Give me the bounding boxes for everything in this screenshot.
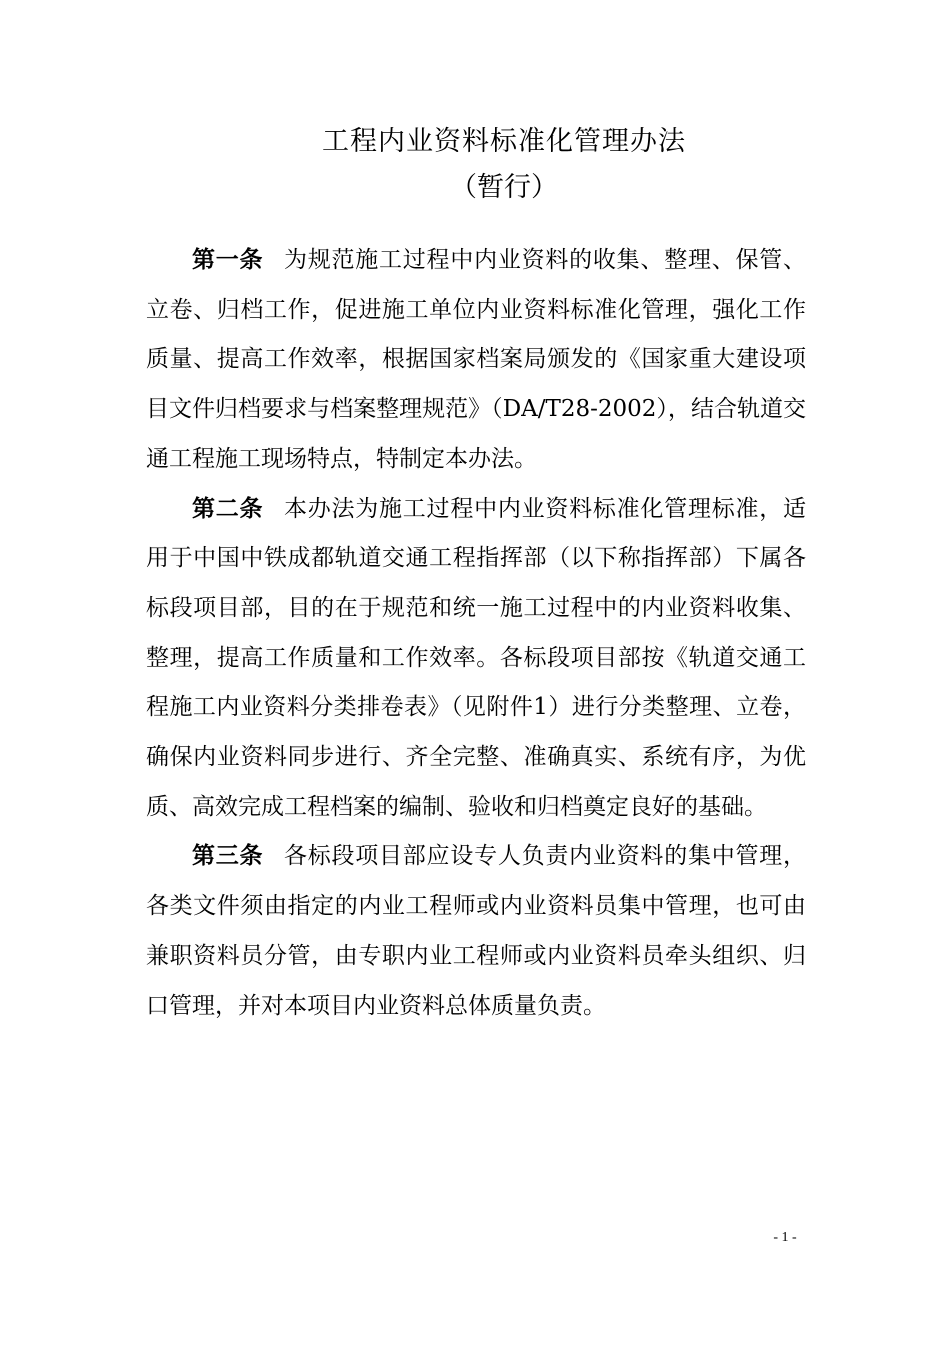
document-body — [146, 236, 806, 1031]
article-1 — [146, 236, 806, 485]
article-3 — [146, 832, 806, 1031]
article-3-text: 各标段项目部应设专人负责内业资料的集中管理，各类文件须由指定的内业工程师或内业资料员集中管理，也可由兼职资料员分管，由专职内业工程师或内业资料员牵头组织、归口管理，并对本项目内业资料总体质量负责。 — [146, 843, 807, 1019]
article-2-label: 第二条 — [192, 495, 264, 522]
article-1-label: 第一条 — [192, 247, 264, 273]
article-2 — [146, 485, 806, 833]
article-3-label: 第三条 — [192, 843, 264, 870]
article-1-text: 为规范施工过程中内业资料的收集、整理、保管、立卷、归档工作，促进施工单位内业资料标准化管理，强化工作质量、提高工作效率，根据国家档案局颁发的《国家重大建设项目文件归档要求与档案整理规范》（DA/T28-2002），结合轨道交通工程施工现场特点，特制定本办法。 — [146, 247, 807, 472]
page-number: - 1 - — [773, 1230, 797, 1245]
article-2-text: 本办法为施工过程中内业资料标准化管理标准，适用于中国中铁成都轨道交通工程指挥部（以下称指挥部）下属各标段项目部，目的在于规范和统一施工过程中的内业资料收集、整理，提高工作质量和工作效率。各标段项目部按《轨道交通工程施工内业资料分类排卷表》（见附件1）进行分类整理、立卷，确保内业资料同步进行、齐全完整、准确真实、系统有序，为优质、高效完成工程档案的编制、验收和归档奠定良好的基础。 — [146, 495, 807, 820]
document-subtitle: （暂行） — [450, 172, 558, 203]
document-title: 工程内业资料标准化管理办法 — [322, 126, 686, 157]
